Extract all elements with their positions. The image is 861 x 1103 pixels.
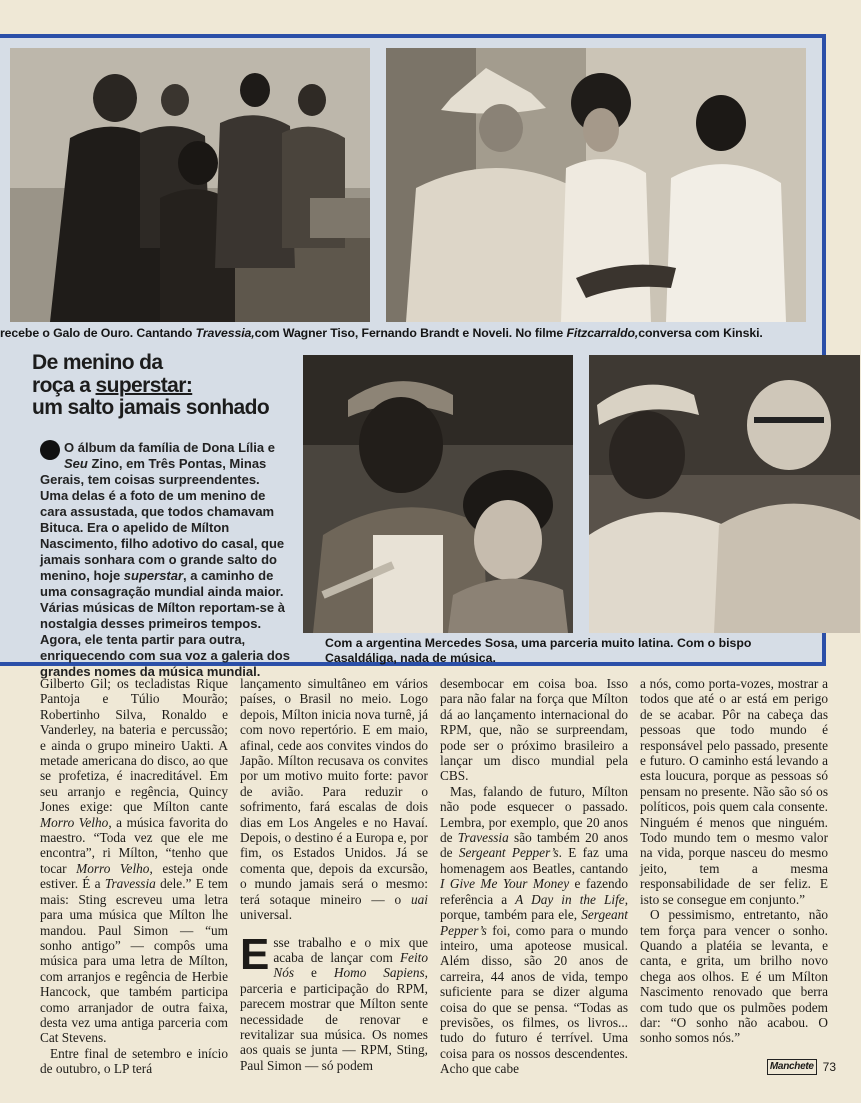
paragraph — [640, 676, 828, 907]
drop-cap: E — [240, 929, 270, 979]
paragraph — [440, 676, 628, 784]
intro-part: superstar — [123, 568, 184, 583]
text-run: e fazendo referência a — [440, 876, 628, 907]
photo-mercedes-sosa — [303, 355, 573, 633]
text-run: universal. — [240, 907, 293, 923]
caption-top-part: Travessia, — [195, 326, 255, 340]
intro-part: O álbum da família de Dona Lília e — [64, 440, 275, 455]
text-run: Homo Sapiens — [333, 965, 425, 981]
article-headline — [32, 352, 297, 420]
paragraph — [640, 907, 828, 1046]
photo-caption-middle: Com a argentina Mercedes Sosa, uma parceria muito latina. Com o bispo Casaldáliga, nada de música. — [325, 636, 752, 665]
headline-part: roça a — [32, 373, 96, 397]
text-run: Travessia — [104, 876, 156, 892]
text-column — [440, 676, 628, 1077]
text-run: A Day in the Life — [515, 891, 625, 907]
bullet-dot-icon — [40, 440, 60, 460]
text-run: , parceria e participação do RPM, parecem mostrar que Mílton sente necessidade de renovar e revitalizar sua música. Os nomes aos quais se junta — RPM, Sting, Paul Simon — só podem — [240, 965, 428, 1073]
paragraph — [40, 1046, 228, 1077]
text-run: lançamento simultâneo em vários países, o Brasil no meio. Logo depois, Mílton inicia nova turnê, já com novo repertório. E em maio, afinal, cede aos convites vindos do Japão. Mílton recusava os convites por um motivo muito forte: pavor de avião. Para reduzir o sofrimento, fará escalas de dois dias em Los Angeles e no Havaí. Depois, o destino é a Europa e, por fim, os Estados Unidos. Já se comenta que, depois da excursão, o mundo jamais será o mesmo: terá sotaque mineiro — o — [240, 676, 428, 907]
text-run: Travessia — [457, 830, 509, 846]
caption-top-part: recebe o Galo de Ouro. Cantando — [0, 326, 196, 340]
text-run: a nós, como porta-vozes, mostrar a todos que até o ar está em perigo de se acabar. Pôr na cabeça das pessoas que todo mundo é responsável pelo passado, presente e futuro. O caminho está levando a esta loucura, porque as pessoas só pensam no presente. Não são só os políticos, pois quem cala consente. Ninguém é menos que ninguém. Todo mundo tem o mesmo valor na vida, porque nasceu do mesmo jeito, tem a mesma responsabilidade de ser feliz. E isto se consegue em conjunto.” — [640, 676, 828, 907]
paragraph — [440, 784, 628, 1077]
text-run: , a música favorita do maestro. “Toda vez que ele me encontra”, ri Mílton, “tenho que tocar — [40, 814, 228, 876]
photo-caption-top — [0, 326, 822, 340]
text-column — [40, 676, 228, 1077]
text-run: I Give Me Your Money — [440, 876, 570, 892]
headline-line: De menino da — [32, 351, 163, 374]
text-run: Sergeant Pepper’s — [440, 907, 628, 938]
intro-paragraph — [40, 440, 290, 680]
caption-top-part: conversa com Kinski. — [638, 326, 763, 340]
text-run: Entre final de setembro e início de outubro, o LP terá — [40, 1045, 228, 1077]
paragraph — [240, 929, 428, 1074]
text-column — [640, 676, 828, 1077]
intro-part: Seu — [64, 456, 88, 471]
text-run: foi, como para o mundo inteiro, uma apoteose musical. Além disso, são 20 anos de carreira, 44 anos de vida, tempo suficiente para se dizer alguma coisa do que se pensa. “Todas as previsões, os filmes, os livros... tudo do futuro é terrível. Uma coisa para os nossos descendentes. Acho que cabe — [440, 922, 628, 1077]
text-run: são também 20 anos de — [440, 830, 628, 861]
caption-top-part: Fitzcarraldo, — [566, 326, 639, 340]
intro-part: Zino, em Três Pontas, Minas Gerais, tem coisas surpreendentes. Uma delas é a foto de um menino de cara assustada, que todos chamavam Bituca. Era o apelido de Mílton Nascimento, filho adotivo do casal, que jamais sonhara com o grande salto do menino, hoje — [40, 456, 285, 583]
paragraph — [40, 676, 228, 1046]
intro-part: , a caminho de uma consagração mundial ainda maior. Várias músicas de Mílton reportam-se à nostalgia desses primeiros tempos. Agora, ele tenta partir para outra, enriquecendo com sua voz a galeria dos grandes nomes da música mundial. — [40, 568, 290, 679]
text-run: , porque, também para ele, — [440, 891, 629, 923]
text-run: Gilberto Gil; os tecladistas Rique Pantoja e Túlio Mourão; Robertinho Silva, Ronaldo e Vanderley, na bateria e percussão; e ainda o grupo mineiro Uakti. A metade americana do disco, ao que se profetiza, é inacreditável. Em seu arranjo e regência, Quincy Jones exige: que Mílton cante — [40, 676, 228, 815]
page-footer — [767, 1059, 836, 1075]
headline-line: um salto jamais sonhado — [32, 396, 270, 419]
text-run: e — [294, 965, 334, 981]
text-run: uai — [411, 891, 428, 907]
text-run: Feito Nós — [273, 949, 428, 981]
photo-fitzcarraldo — [386, 48, 806, 322]
page-number: 73 — [822, 1060, 836, 1074]
text-run: desembocar em coisa boa. Isso para não falar na força que Mílton dá ao lançamento internacional do RPM, que, não se surpreendam, pode ser o próximo brasileiro a lançar um disco mundial pela CBS. — [440, 676, 628, 784]
photo-band-stage — [10, 48, 370, 322]
caption-top-part: com Wagner Tiso, Fernando Brandt e Noveli. No filme — [254, 326, 567, 340]
text-run: . E faz uma homenagem aos Beatles, cantando — [440, 845, 628, 876]
headline-part: superstar: — [95, 373, 193, 397]
text-run: Morro Velho — [76, 860, 150, 876]
text-run: O pessimismo, entretanto, não tem força para vencer o sonho. Quando a platéia se levanta, e canta, e grita, um brilho novo chega aos olhos. E é um Mílton Nascimento renovado que berra com tudo que os pulmões podem dar: “O sonho não acabou. O sonho somos nós.” — [640, 907, 828, 1046]
article-body — [40, 676, 830, 1077]
text-run: , esteja onde estiver. É a — [40, 860, 228, 892]
text-column — [240, 676, 428, 1077]
magazine-logo: Manchete — [767, 1059, 817, 1075]
headline-line — [32, 375, 297, 398]
text-run: Mas, falando de futuro, Mílton não pode esquecer o passado. Lembra, por exemplo, que 20 anos de — [440, 783, 628, 846]
text-run: Sergeant Pepper’s — [458, 845, 559, 861]
photo-bishop-casaldaliga — [589, 355, 860, 633]
text-run: dele.” E tem mais: Sting escreveu uma letra para uma música que Mílton lhe mandou. Paul Simon — “um sonho antigo” — compôs uma música para uma letra de Mílton, com arranjos e regência de Herbie Hancock, que também participa como arranjador de outra faixa, desta vez uma antiga parceria com Cat Stevens. — [40, 876, 229, 1046]
text-run: Morro Velho — [40, 814, 109, 830]
paragraph — [240, 676, 428, 923]
text-run: sse trabalho e o mix que acaba de lançar com — [273, 934, 428, 965]
